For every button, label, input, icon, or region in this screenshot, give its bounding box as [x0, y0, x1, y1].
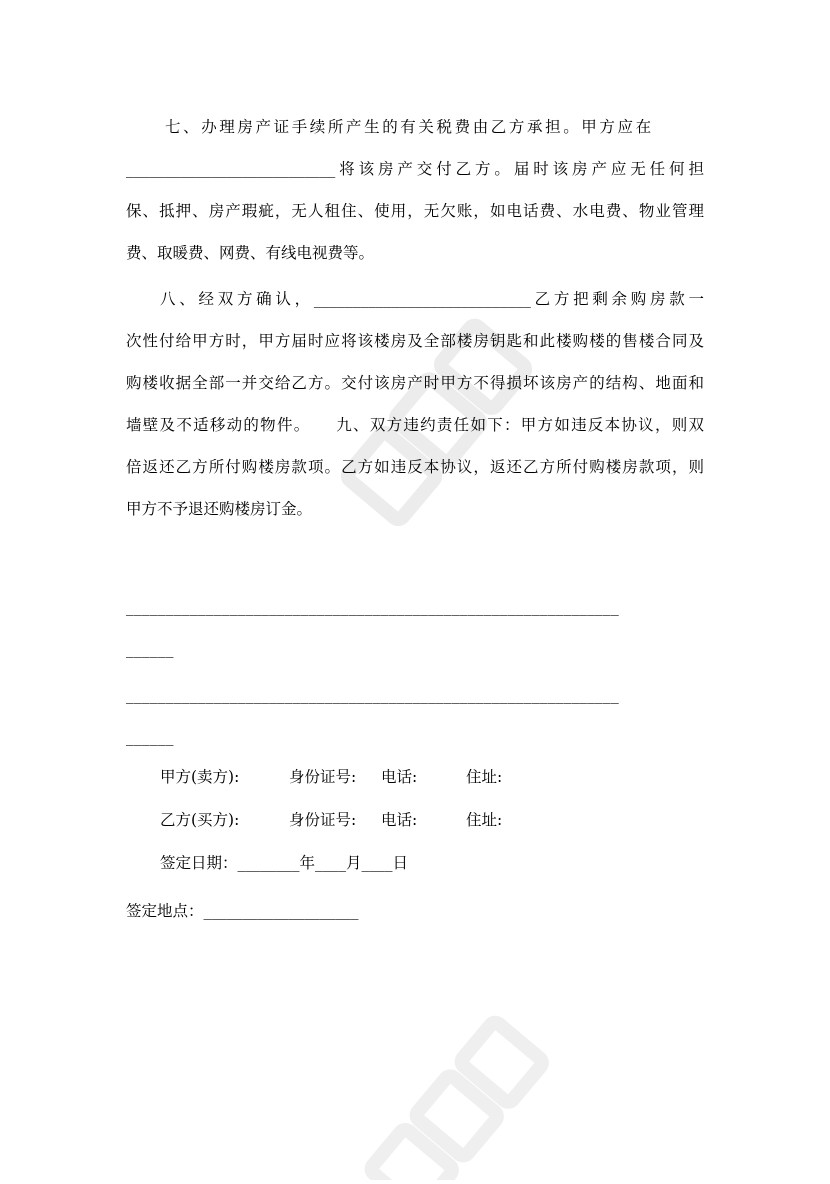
clause-9-line-6: 甲方不予退还购楼房订金。	[126, 500, 313, 518]
additional-terms-blank-2-cont[interactable]: ______	[126, 728, 174, 746]
signing-date[interactable]: 签定日期：________年____月____日	[160, 854, 409, 872]
party-a-phone: 电话:	[381, 768, 418, 786]
party-a-address: 住址:	[466, 768, 503, 786]
clause-8-line-4: 墙壁及不适移动的物件。 九、双方违约责任如下：甲方如违反本协议，则双	[126, 416, 704, 434]
party-b-phone: 电话:	[381, 811, 418, 829]
clause-8-line-3: 购楼收据全部一并交给乙方。交付该房产时甲方不得损坏该房产的结构、地面和	[126, 374, 704, 392]
clause-9-line-5: 倍返还乙方所付购楼房款项。乙方如违反本协议，返还乙方所付购楼房款项，则	[126, 458, 704, 476]
additional-terms-blank-1[interactable]: ______________________________________________________________	[126, 598, 619, 616]
party-a-id: 身份证号:	[289, 768, 357, 786]
clause-7-line-1: 七、办理房产证手续所产生的有关税费由乙方承担。甲方应在	[165, 118, 654, 136]
clause-7-line-3: 保、抵押、房产瑕疵，无人租住、使用，无欠账，如电话费、水电费、物业管理	[126, 202, 704, 220]
clause-7-line-4: 费、取暖费、网费、有线电视费等。	[126, 244, 375, 262]
party-b-address: 住址:	[466, 811, 503, 829]
additional-terms-blank-1-cont[interactable]: ______	[126, 640, 174, 658]
additional-terms-blank-2[interactable]: ______________________________________________________________	[126, 686, 619, 704]
signing-place[interactable]: 签定地点：____________________	[126, 902, 359, 920]
watermark-graphic-bottom	[330, 1010, 570, 1180]
clause-8-line-1: 八、经双方确认，____________________________乙方把剩余购房款一	[160, 290, 704, 308]
clause-8-line-2: 次性付给甲方时，甲方届时应将该楼房及全部楼房钥匙和此楼购楼的售楼合同及	[126, 332, 704, 350]
clause-7-line-2: ___________________________将该房产交付乙方。届时该房产应无任何担	[126, 160, 704, 178]
party-b-role: 乙方(买方):	[160, 811, 240, 829]
watermark-stamp-icon-bottom	[330, 1010, 570, 1180]
party-b-id: 身份证号:	[289, 811, 357, 829]
party-a-role: 甲方(卖方):	[160, 768, 240, 786]
